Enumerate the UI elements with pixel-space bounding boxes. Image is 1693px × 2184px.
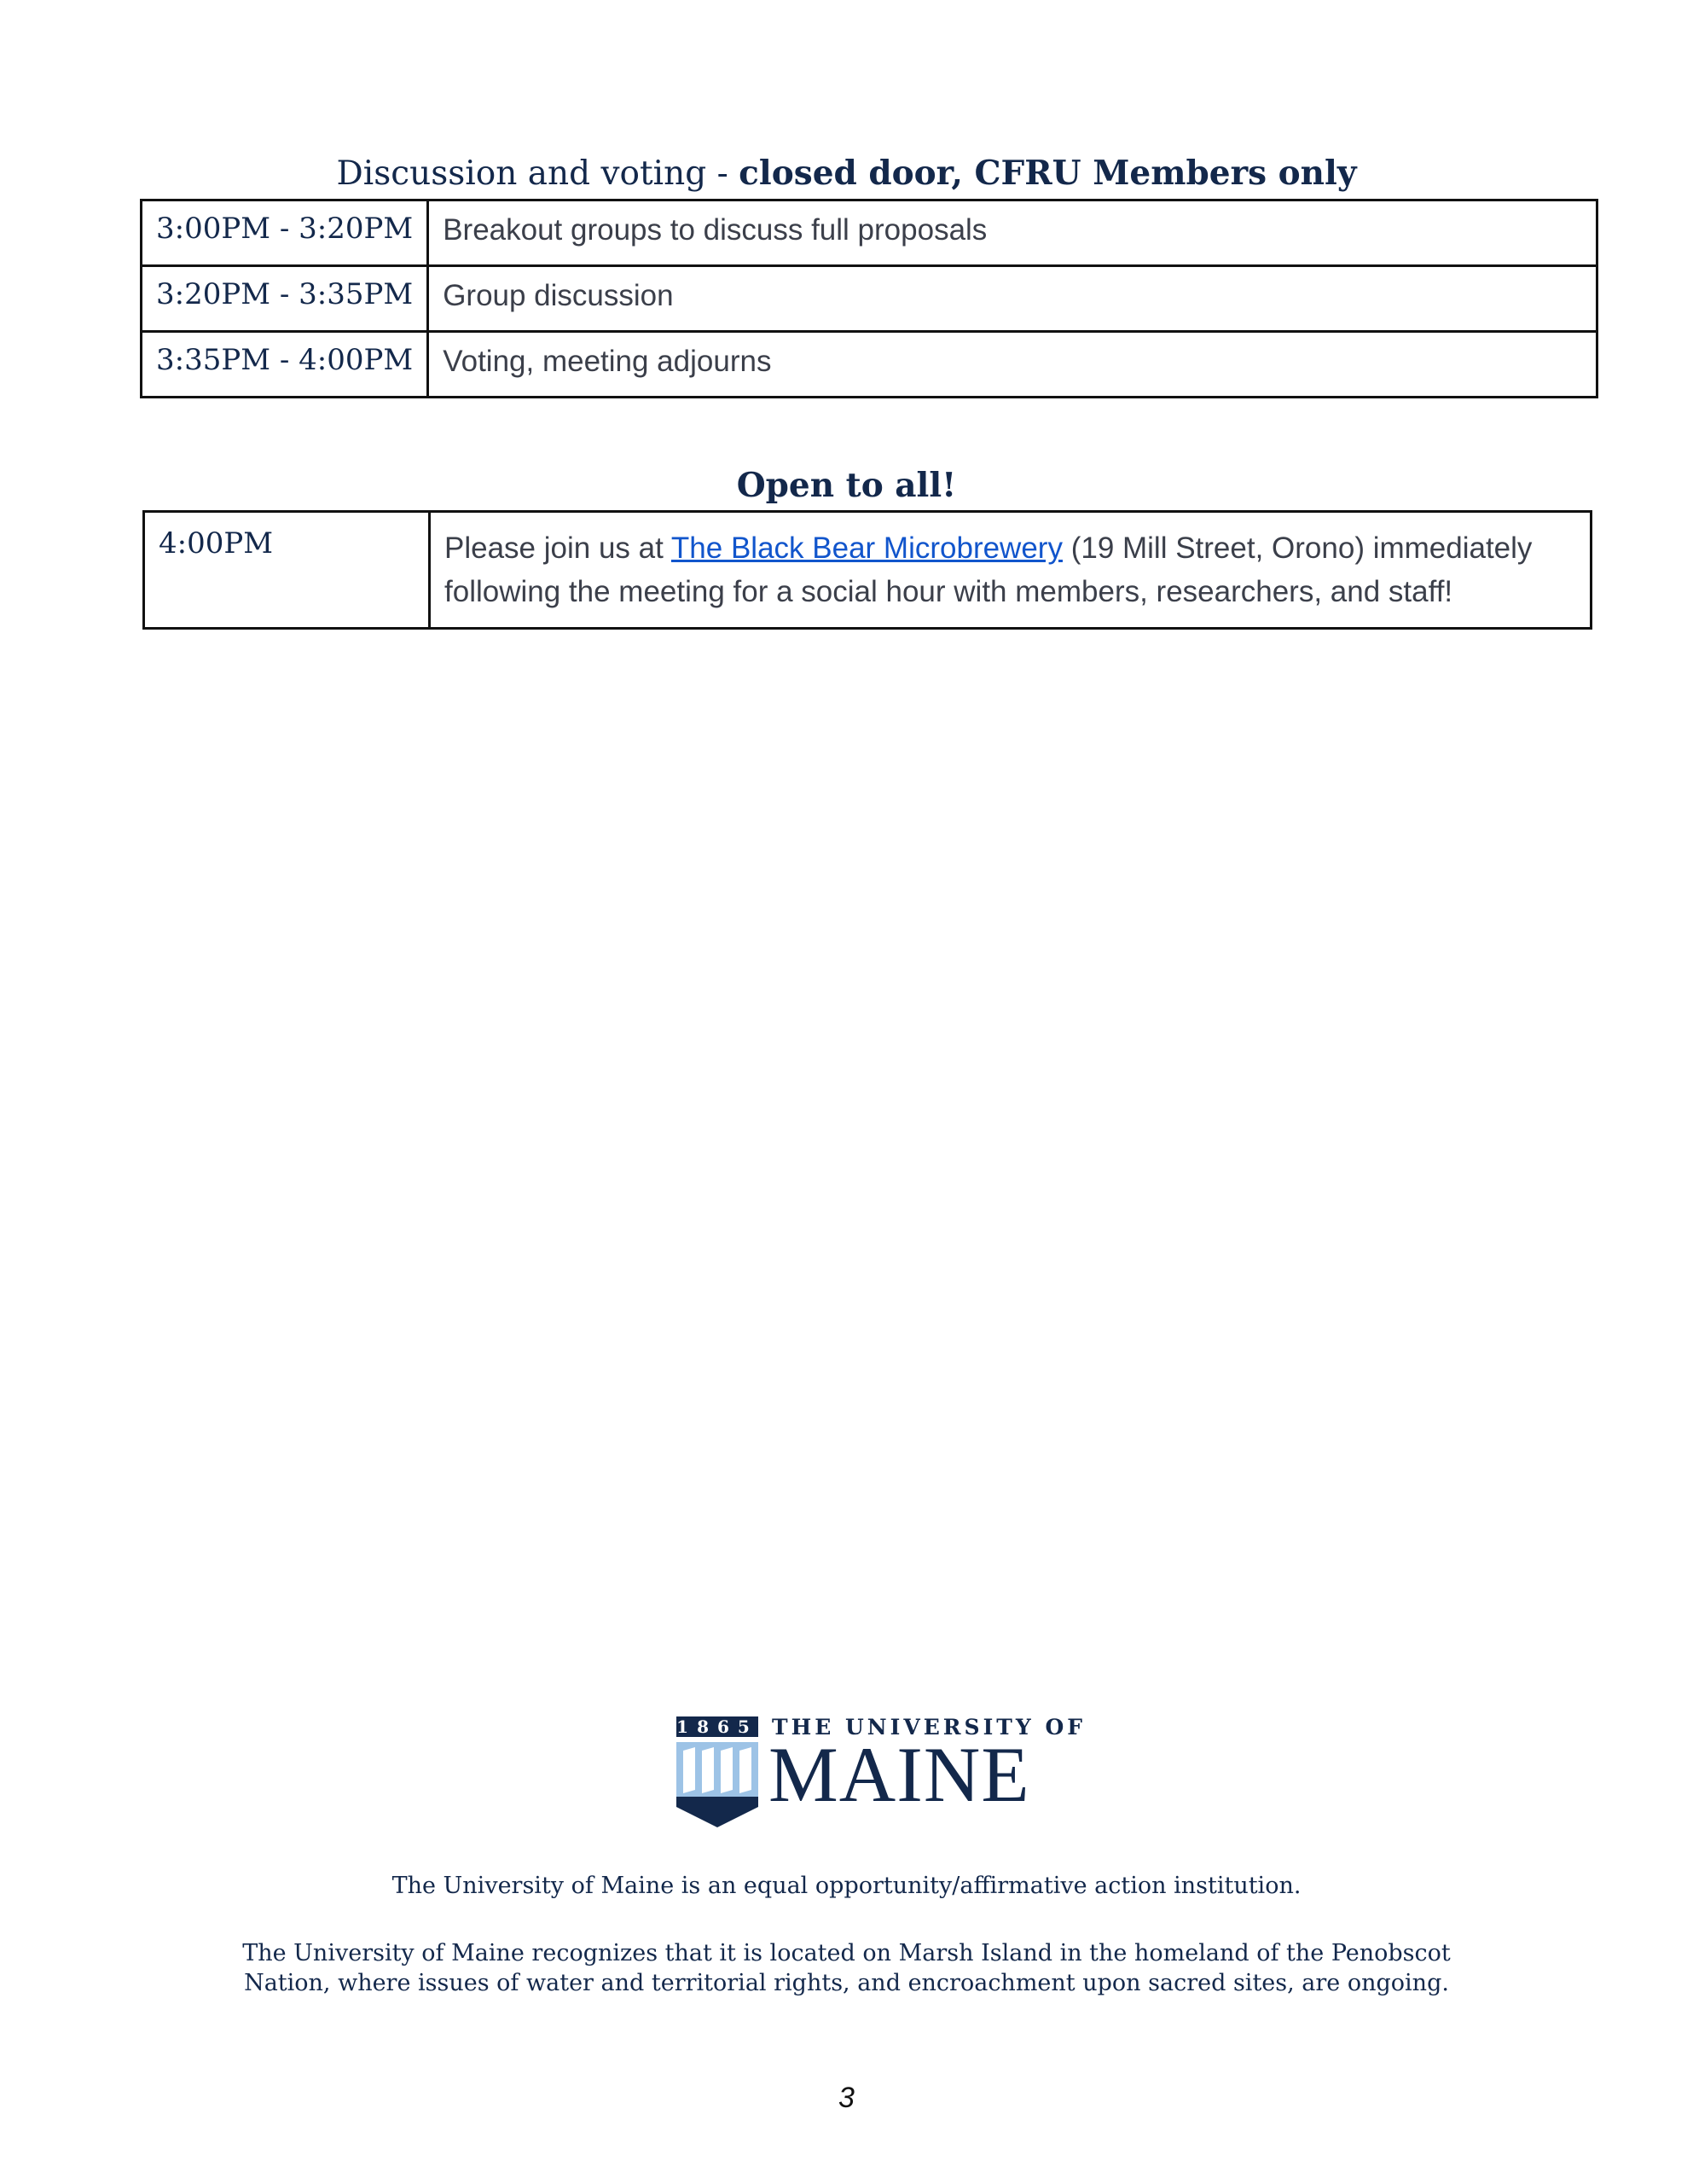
table-row xyxy=(142,332,1597,398)
description-cell: Voting, meeting adjourns xyxy=(428,332,1597,398)
equal-opportunity-statement: The University of Maine is an equal opportunity/affirmative action institution. xyxy=(391,1873,1302,1899)
time-cell: 4:00PM xyxy=(144,512,430,629)
shield-icon xyxy=(676,1742,758,1827)
schedule-table-open xyxy=(142,510,1592,630)
logo-year: 1865 xyxy=(676,1716,758,1737)
description-cell: Group discussion xyxy=(428,266,1597,332)
table-row xyxy=(142,266,1597,332)
description-cell: Breakout groups to discuss full proposals xyxy=(428,200,1597,266)
description-before-link: Please join us at xyxy=(444,531,671,565)
microbrewery-link[interactable]: The Black Bear Microbrewery xyxy=(670,531,1063,565)
time-cell: 3:20PM - 3:35PM xyxy=(142,266,428,332)
logo-top-line: THE UNIVERSITY OF xyxy=(772,1715,1086,1740)
table-row xyxy=(144,512,1592,629)
schedule-table-closed xyxy=(140,199,1598,398)
table-row xyxy=(142,200,1597,266)
section-title-discussion xyxy=(0,154,1693,193)
section-title-open xyxy=(0,466,1693,505)
time-cell: 3:35PM - 4:00PM xyxy=(142,332,428,398)
section-title-open-text: Open to all! xyxy=(736,466,957,505)
university-logo xyxy=(676,1715,1086,1827)
description-after-link: (19 Mill Street, Orono) immediately following the meeting for a social hour with members, researchers, and staff! xyxy=(444,531,1533,608)
description-cell xyxy=(430,512,1592,629)
logo-main-text: MAINE xyxy=(768,1731,1030,1818)
page-number: 3 xyxy=(838,2082,855,2114)
section-title-regular: Discussion and voting - xyxy=(336,154,739,193)
land-acknowledgment: The University of Maine recognizes that it is located on Marsh Island in the homeland of the Penobscot Nation, where issues of water and territorial rights, and encroachment upon sacred sites, are ongoing. xyxy=(242,1940,1451,1996)
time-cell: 3:00PM - 3:20PM xyxy=(142,200,428,266)
section-title-bold: closed door, CFRU Members only xyxy=(739,154,1357,193)
